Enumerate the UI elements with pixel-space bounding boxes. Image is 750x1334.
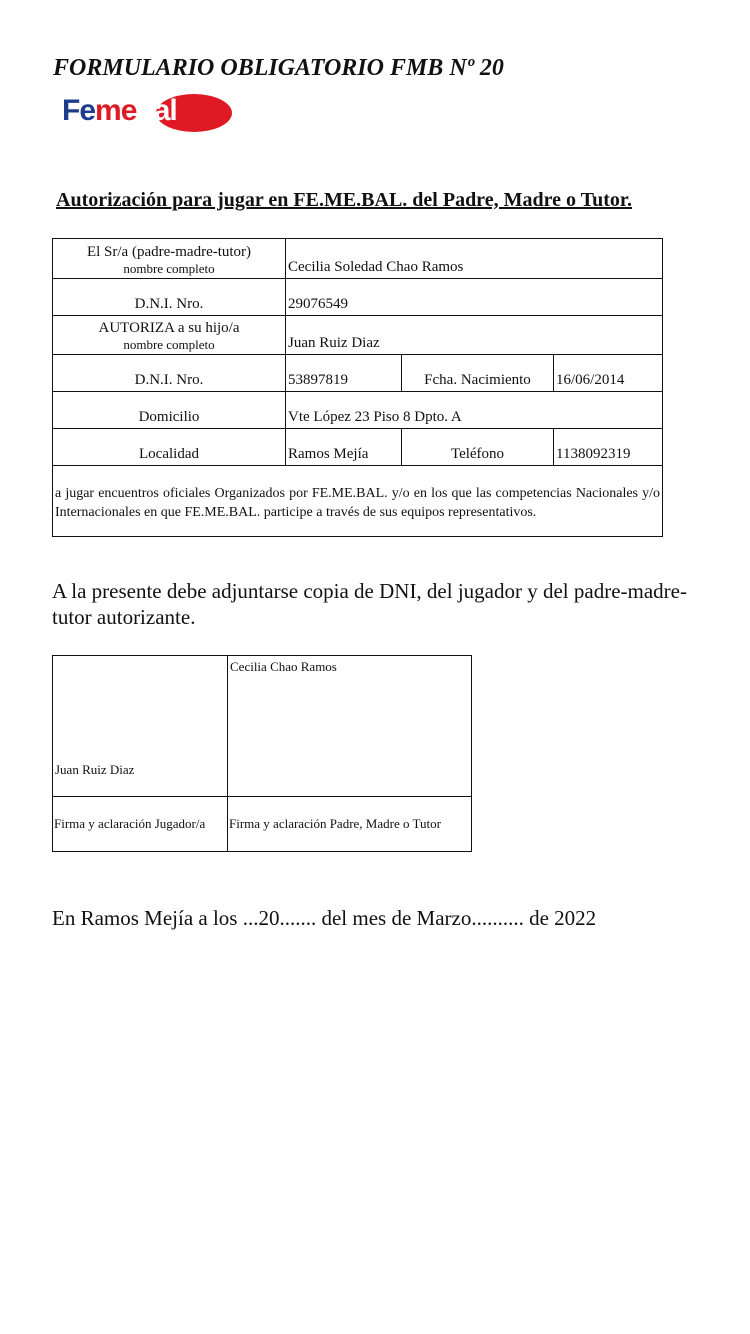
city-field[interactable]: Ramos Mejía: [286, 429, 402, 466]
authorization-text: a jugar encuentros oficiales Organizados por FE.ME.BAL. y/o en los que las competencias Nacionales y/o Internacionales en que FE.ME.BAL. participe a través de sus equipos representativos.: [53, 466, 663, 537]
child-name-field[interactable]: Juan Ruiz Diaz: [286, 316, 663, 355]
child-dni-label: D.N.I. Nro.: [53, 355, 286, 392]
child-dni-field[interactable]: 53897819: [286, 355, 402, 392]
form-title: FORMULARIO OBLIGATORIO FMB Nº 20: [53, 55, 504, 81]
tutor-dni-field[interactable]: 29076549: [286, 279, 663, 316]
tutor-name-row: [53, 239, 663, 279]
femebal-logo: [62, 90, 234, 136]
child-dni-row: [53, 355, 663, 392]
form-subtitle: Autorización para jugar en FE.ME.BAL. del Padre, Madre o Tutor.: [56, 189, 632, 211]
tutor-label-sub: nombre completo: [123, 261, 215, 276]
phone-field[interactable]: 1138092319: [554, 429, 663, 466]
signature-row: [53, 656, 472, 797]
tutor-label: El Sr/a (padre-madre-tutor): [86, 244, 252, 260]
address-field[interactable]: Vte López 23 Piso 8 Dpto. A: [286, 392, 663, 429]
player-signature-box[interactable]: Juan Ruiz Diaz: [53, 656, 228, 797]
address-label: Domicilio: [53, 392, 286, 429]
address-row: [53, 392, 663, 429]
authorization-table: [52, 238, 663, 537]
phone-label: Teléfono: [402, 429, 554, 466]
tutor-name-field[interactable]: Cecilia Soledad Chao Ramos: [286, 239, 663, 279]
tutor-dni-row: [53, 279, 663, 316]
attachment-note: A la presente debe adjuntarse copia de DNI, del jugador y del padre-madre-tutor autorizante.: [52, 579, 687, 629]
signature-table: [52, 655, 472, 852]
birth-date-label: Fcha. Nacimiento: [402, 355, 554, 392]
child-label-sub: nombre completo: [123, 337, 215, 352]
signature-caption-row: [53, 797, 472, 852]
tutor-label-cell: [53, 239, 286, 279]
svg-text:Femebal: Femebal: [62, 94, 177, 127]
tutor-signature-box[interactable]: Cecilia Chao Ramos: [228, 656, 472, 797]
tutor-signature-caption: Firma y aclaración Padre, Madre o Tutor: [228, 797, 472, 852]
tutor-dni-label: D.N.I. Nro.: [53, 279, 286, 316]
child-name-row: [53, 316, 663, 355]
player-signature-caption: Firma y aclaración Jugador/a: [53, 797, 228, 852]
city-row: [53, 429, 663, 466]
authorization-text-row: [53, 466, 663, 537]
child-label-cell: [53, 316, 286, 355]
date-place-line: En Ramos Mejía a los ...20....... del mes de Marzo.......... de 2022: [52, 906, 597, 930]
child-label: AUTORIZA a su hijo/a: [98, 320, 240, 336]
birth-date-field[interactable]: 16/06/2014: [554, 355, 663, 392]
city-label: Localidad: [53, 429, 286, 466]
